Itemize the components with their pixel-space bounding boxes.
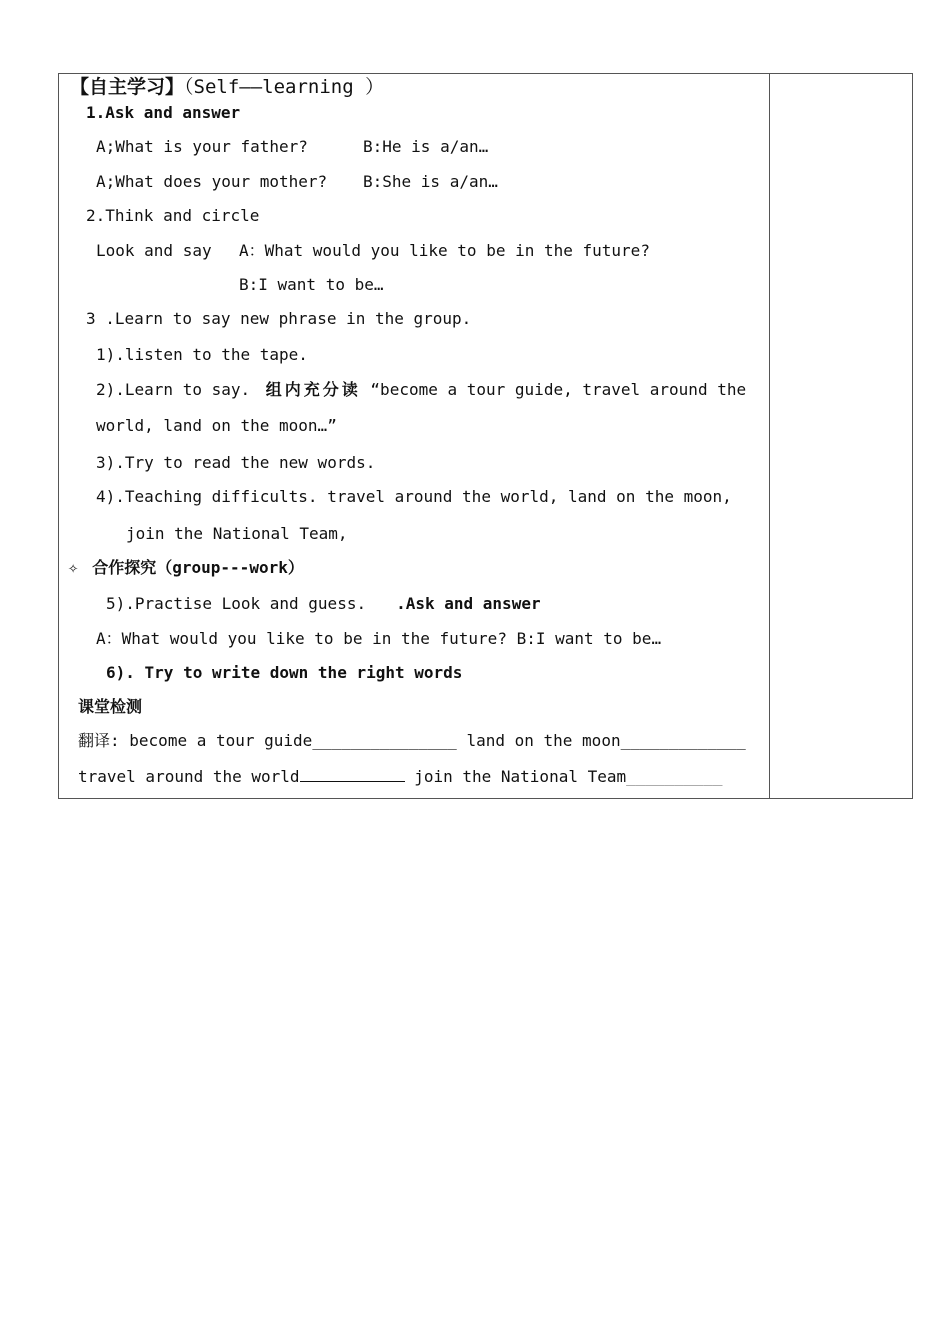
group-work-heading	[68, 558, 304, 578]
q1-line-b-question: A;What does your mother?	[96, 172, 328, 191]
q3-step-2-quote: “become a tour guide, travel around the	[370, 380, 747, 399]
translate-row-1	[78, 731, 746, 751]
blank-travel-around-world[interactable]	[300, 767, 405, 782]
q3-heading: 3 .Learn to say new phrase in the group.	[86, 309, 472, 328]
q1-line-b-answer: B:She is a/an…	[363, 172, 498, 191]
blank-join-national-team[interactable]: __________	[626, 767, 723, 786]
q3-step-2-chinese: 组内充分读	[265, 380, 361, 399]
diamond-bullet-icon: ✧	[68, 558, 79, 578]
q2-look-say: Look and say	[96, 241, 212, 260]
q3-step-3: 3).Try to read the new words.	[96, 453, 376, 472]
class-check-title: 课堂检测	[78, 697, 143, 716]
q3-step-2-prefix: 2).Learn to say.	[96, 380, 251, 399]
blank-land-on-moon[interactable]: _____________	[620, 731, 746, 750]
self-learning-heading	[70, 77, 384, 98]
table-column-divider	[769, 73, 770, 799]
q1-heading: 1.Ask and answer	[86, 103, 241, 122]
blank-tour-guide[interactable]: _______________	[312, 731, 457, 750]
q2-b-line: B:I want to be…	[239, 275, 384, 294]
q5-line	[106, 594, 541, 614]
translate-row-2	[78, 767, 722, 787]
self-learning-title-en: （Self——learning ）	[184, 76, 385, 98]
q1-line-a-question: A;What is your father?	[96, 137, 308, 156]
phrase-become-tour-guide: become a tour guide	[129, 731, 313, 750]
q5-label: 5).Practise Look and guess.	[106, 594, 367, 613]
q3-step-1: 1).listen to the tape.	[96, 345, 308, 364]
phrase-travel-around-world: travel around the world	[78, 767, 300, 786]
q3-step-4: 4).Teaching difficults. travel around the world, land on the moon,	[96, 487, 732, 506]
phrase-land-on-moon: land on the moon	[466, 731, 621, 750]
q2-heading: 2.Think and circle	[86, 206, 260, 225]
q2-a-line: A：What would you like to be in the future?	[239, 241, 650, 260]
q1-line-a-answer: B:He is a/an…	[363, 137, 489, 156]
group-work-title: 合作探究（group---work）	[92, 558, 304, 577]
q3-step-4-continued: join the National Team,	[126, 524, 348, 543]
q5-ask-answer: .Ask and answer	[396, 594, 541, 613]
q6-line: 6). Try to write down the right words	[106, 663, 463, 682]
q3-step-2	[96, 380, 746, 400]
q5-dialogue: A：What would you like to be in the future? B:I want to be…	[96, 629, 662, 648]
phrase-join-national-team: join the National Team	[414, 767, 627, 786]
translate-prefix: 翻译:	[78, 731, 120, 750]
q3-step-2-continued: world, land on the moon…”	[96, 416, 337, 435]
self-learning-title: 【自主学习】	[70, 76, 185, 98]
